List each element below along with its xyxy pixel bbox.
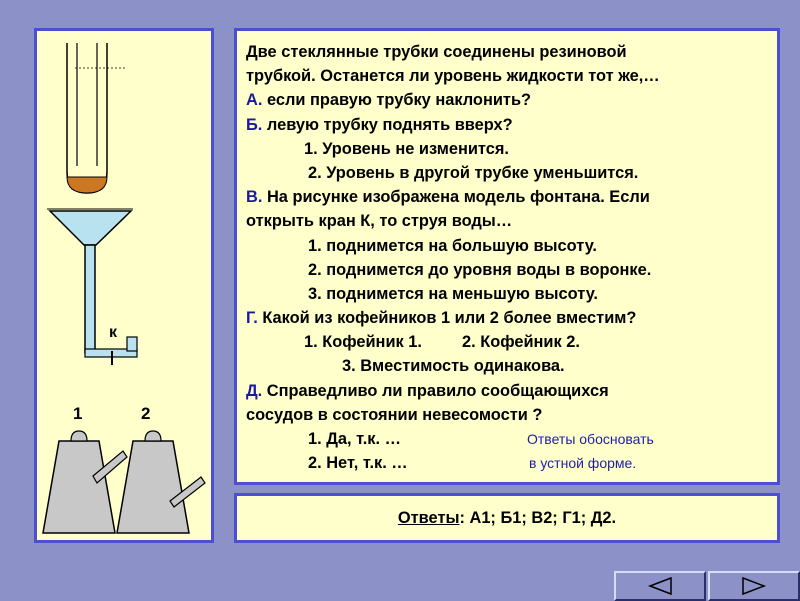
question-d-label: Д. xyxy=(246,381,263,400)
question-d-option-1: 1. Да, т.к. … xyxy=(308,430,401,448)
valve-label: к xyxy=(109,324,118,341)
answer-note-line-2: в устной форме. xyxy=(529,455,637,471)
question-g-option-1: 1. Кофейник 1. xyxy=(304,333,422,352)
question-b-option-1: 1. Уровень не изменится. xyxy=(304,139,509,158)
question-g xyxy=(246,306,771,330)
question-v xyxy=(246,185,771,209)
question-g-option-2: 2. Кофейник 2. xyxy=(461,333,580,352)
next-slide-button[interactable] xyxy=(708,571,800,601)
question-g-text: Какой из кофейников 1 или 2 более вместим? xyxy=(257,309,637,328)
coffee-pots-illustration xyxy=(43,404,205,533)
question-v-option-1: 1. поднимется на большую высоту. xyxy=(308,236,597,255)
question-b xyxy=(246,113,771,137)
question-g-label: Г. xyxy=(246,309,258,328)
triangle-right-icon xyxy=(741,576,767,596)
question-v-option-3: 3. поднимется на меньшую высоту. xyxy=(308,284,598,303)
answers-panel xyxy=(234,493,780,543)
question-g-option-3: 3. Вместимость одинакова. xyxy=(342,357,565,376)
glass-tubes-illustration xyxy=(67,43,125,193)
question-a xyxy=(246,88,771,112)
question-v-text-2: открыть кран К, то струя воды… xyxy=(246,212,513,231)
question-v-option-2: 2. поднимется до уровня воды в воронке. xyxy=(308,260,652,279)
coffee-pot-1-label: 1 xyxy=(73,404,83,423)
question-d-option-2: 2. Нет, т.к. … xyxy=(308,454,408,473)
question-a-text: если правую трубку наклонить? xyxy=(262,91,532,110)
triangle-left-icon xyxy=(647,576,673,596)
fountain-model-illustration xyxy=(47,209,137,365)
question-d-text-2: сосудов в состоянии невесомости ? xyxy=(246,405,543,424)
question-b-text: левую трубку поднять вверх? xyxy=(262,115,513,134)
answers-label: Ответы xyxy=(397,509,460,527)
question-b-label: Б. xyxy=(246,115,263,134)
question-b-option-2: 2. Уровень в другой трубке уменьшится. xyxy=(308,163,639,182)
question-intro-line-2: трубкой. Останется ли уровень жидкости тот же,… xyxy=(246,67,660,86)
physics-illustrations xyxy=(37,31,211,540)
answer-note-line-1: Ответы обосновать xyxy=(527,431,654,447)
question-intro-line-1: Две стеклянные трубки соединены резиновой xyxy=(246,43,627,61)
question-a-label: А. xyxy=(246,91,263,110)
answers-text: : А1; Б1; В2; Г1; Д2. xyxy=(459,509,617,527)
coffee-pot-2-label: 2 xyxy=(141,404,151,423)
question-d-text-1: Справедливо ли правило сообщающихся xyxy=(262,381,609,400)
question-panel xyxy=(234,28,780,485)
question-v-label: В. xyxy=(246,188,263,207)
question-v-text-1: На рисунке изображена модель фонтана. Если xyxy=(262,188,650,207)
figure-panel xyxy=(34,28,214,543)
question-g-options-row xyxy=(246,330,771,354)
previous-slide-button[interactable] xyxy=(614,571,706,601)
question-d xyxy=(246,379,771,403)
